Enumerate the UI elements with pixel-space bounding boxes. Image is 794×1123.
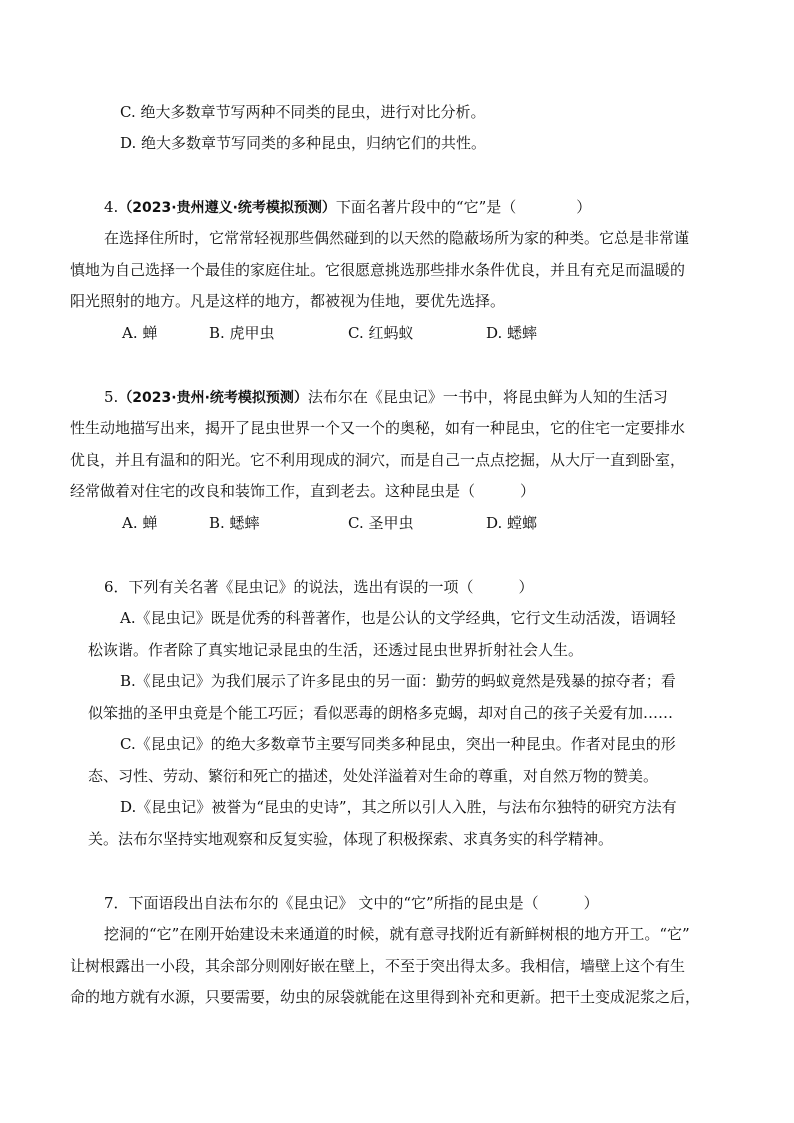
q7-stem: 7．下面语段出自法布尔的《昆虫记》 文中的“它”所指的昆虫是（ ） [104, 894, 599, 912]
q5-option-c: C. 圣甲虫 [348, 514, 414, 532]
q7-passage-line-1: 挖洞的“它”在刚开始建设未来通道的时候，就有意寻找附近有新鲜树根的地方开工。“它” [104, 925, 690, 943]
q4-passage-line-1: 在选择住所时，它常常轻视那些偶然碰到的以天然的隐蔽场所为家的种类。它总是非常谨 [104, 229, 690, 247]
q5-stem-line-2: 性生动地描写出来，揭开了昆虫世界一个又一个的奥秘，如有一种昆虫，它的住宅一定要排水 [70, 419, 686, 437]
q6-option-line-6: 态、习性、劳动、繁衍和死亡的描述，处处洋溢着对生命的尊重，对自然万物的赞美。 [88, 767, 659, 785]
q6-stem: 6．下列有关名著《昆虫记》的说法，选出有误的一项（ ） [104, 578, 534, 596]
q5-stem-line-1: 法布尔在《昆虫记》一书中，将昆虫鲜为人知的生活习 [307, 388, 668, 406]
q4-source: （2023·贵州遵义·统考模拟预测） [118, 200, 336, 216]
q5-header [104, 387, 668, 408]
q7-passage-line-2: 让树根露出一小段，其余部分则刚好嵌在壁上，不至于突出得太多。我相信，墙壁上这个有生 [70, 957, 686, 975]
q6-option-line-2: 松诙谐。作者除了真实地记录昆虫的生活，还透过昆虫世界折射社会人生。 [88, 641, 584, 659]
q4-stem: 下面名著片段中的“它”是（ ） [335, 198, 592, 216]
q4-option-b: B. 虎甲虫 [209, 324, 275, 342]
q5-option-d: D. 螳螂 [486, 514, 538, 532]
q5-stem-line-4: 经常做着对住宅的改良和装饰工作，直到老去。这种昆虫是（ ） [70, 482, 536, 500]
q4-option-c: C. 红蚂蚁 [348, 324, 414, 342]
q6-option-line-7: D.《昆虫记》被誉为“昆虫的史诗”，其之所以引人入胜，与法布尔独特的研究方法有 [120, 798, 677, 816]
q4-number: 4. [104, 198, 119, 216]
q3-option-d: D. 绝大多数章节写同类的多种昆虫，归纳它们的共性。 [120, 134, 487, 152]
q4-passage-line-3: 阳光照射的地方。凡是这样的地方，都被视为佳地，要优先选择。 [70, 292, 506, 310]
q3-option-c: C. 绝大多数章节写两种不同类的昆虫，进行对比分析。 [120, 103, 486, 121]
q6-option-line-5: C.《昆虫记》的绝大多数章节主要写同类多种昆虫，突出一种昆虫。作者对昆虫的形 [120, 735, 676, 753]
q7-passage-line-3: 命的地方就有水源，只要需要，幼虫的尿袋就能在这里得到补充和更新。把干土变成泥浆之后， [70, 988, 701, 1006]
q6-option-line-3: B.《昆虫记》为我们展示了许多昆虫的另一面：勤劳的蚂蚁竟然是残暴的掠夺者；看 [120, 672, 676, 690]
q6-option-line-8: 关。法布尔坚持实地观察和反复实验，体现了积极探索、求真务实的科学精神。 [88, 830, 614, 848]
q6-option-line-4: 似笨拙的圣甲虫竟是个能工巧匠；看似恶毒的朗格多克蝎，却对自己的孩子关爱有加…… [88, 704, 674, 722]
q4-option-a: A. 蝉 [122, 324, 158, 342]
q5-option-a: A. 蝉 [122, 514, 158, 532]
q5-option-b: B. 蟋蟀 [209, 514, 260, 532]
q4-option-d: D. 蟋蟀 [486, 324, 538, 342]
q5-number: 5. [104, 388, 119, 406]
q5-stem-line-3: 优良，并且有温和的阳光。它不利用现成的洞穴，而是自己一点点挖掘，从大厅一直到卧室， [70, 451, 686, 469]
q5-source: （2023·贵州·统考模拟预测） [118, 390, 308, 406]
q6-option-line-1: A.《昆虫记》既是优秀的科普著作，也是公认的文学经典，它行文生动活泼，语调轻 [120, 609, 676, 627]
q4-header [104, 197, 591, 218]
q4-passage-line-2: 慎地为自己选择一个最佳的家庭住址。它很愿意挑选那些排水条件优良，并且有充足而温暖的 [70, 261, 686, 279]
